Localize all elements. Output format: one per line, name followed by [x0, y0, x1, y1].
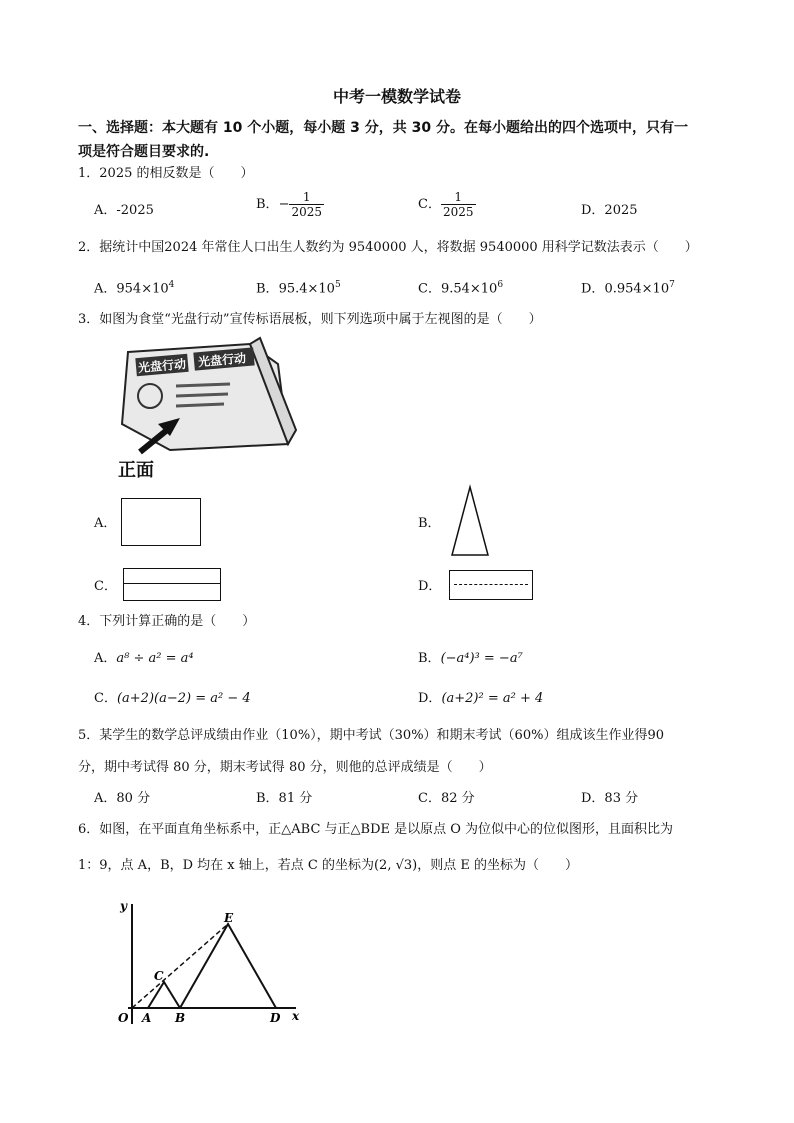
q1-option-c-fraction	[441, 190, 476, 219]
q5-option-c: C．82 分	[418, 791, 475, 806]
q3-option-d-rectangle	[449, 570, 533, 600]
question-2: 2．据统计中国2024 年常住人口出生人数约为 9540000 人，将数据 9540000 用科学记数法表示（ ）	[78, 240, 698, 255]
q1-option-b-label: B．	[256, 197, 279, 212]
q1-option-b-fraction	[289, 190, 324, 219]
q1-option-a: A．-2025	[94, 203, 154, 218]
q4-option-a	[94, 650, 194, 668]
q4-c-expression: (a+2)(a−2) = a² − 4	[116, 691, 251, 706]
section-heading	[78, 116, 758, 164]
q1-b-numerator: 1	[302, 190, 311, 204]
q4-a-expression: a⁸ ÷ a² = a⁴	[116, 651, 194, 666]
question-6-line2: 1：9，点 A，B，D 均在 x 轴上，若点 C 的坐标为(2, √3)，则点 E 的坐标为（ ）	[78, 858, 578, 873]
label-y: y	[120, 899, 127, 913]
coordinate-figure	[112, 892, 312, 1032]
q2-b-label: B．	[256, 281, 279, 297]
q1-c-denominator: 2025	[442, 205, 474, 219]
q2-d-base: 0.954×10	[604, 281, 670, 297]
q2-option-b	[256, 276, 341, 298]
q2-c-exponent: 6	[497, 280, 504, 290]
small-triangle-abc	[148, 982, 180, 1008]
label-e: E	[224, 911, 234, 925]
q5-option-a: A．80 分	[94, 791, 151, 806]
q3-option-c-solid-line	[124, 583, 220, 584]
question-4: 4．下列计算正确的是（ ）	[78, 614, 256, 629]
q2-option-c	[418, 276, 503, 298]
label-o: O	[118, 1011, 129, 1025]
question-5-line1: 5．某学生的数学总评成绩由作业（10%），期中考试（30%）和期末考试（60%）组成该生作业得90	[78, 728, 664, 743]
q2-d-exponent: 7	[669, 280, 675, 290]
q1-c-numerator: 1	[454, 190, 463, 204]
q4-b-expression: (−a⁴)³ = −a⁷	[440, 651, 523, 666]
q3-option-d-dashed-line	[454, 584, 528, 585]
section-heading-line2: 项是符合题目要求的.	[78, 144, 210, 160]
q2-d-label: D．	[581, 281, 605, 297]
q2-a-exponent: 4	[168, 280, 175, 290]
q3-option-c-rectangle	[123, 568, 221, 601]
question-6-line1: 6．如图，在平面直角坐标系中，正△ABC 与正△BDE 是以原点 O 为位似中心的位似图形，且面积比为	[78, 822, 674, 837]
page-title: 中考一模数学试卷	[332, 87, 461, 106]
q3-option-b-label: B．	[418, 516, 441, 531]
question-5-line2: 分，期中考试得 80 分，期末考试得 80 分，则他的总评成绩是（ ）	[78, 760, 492, 775]
q1-option-d: D．2025	[581, 203, 638, 218]
q1-option-c	[418, 190, 476, 219]
question-1: 1．2025 的相反数是（ ）	[78, 166, 254, 181]
q2-option-a	[94, 276, 174, 298]
display-board-photo	[110, 334, 300, 482]
q3-option-a-rectangle	[121, 498, 201, 546]
q2-option-d	[581, 276, 675, 298]
q4-option-b	[418, 650, 523, 668]
board-text-line	[176, 404, 224, 406]
q5-option-b: B．81 分	[256, 791, 313, 806]
similarity-dashed-line	[132, 924, 228, 1008]
q2-a-label: A．	[94, 281, 117, 297]
q4-option-c	[94, 690, 251, 708]
q5-option-d: D．83 分	[581, 791, 639, 806]
q2-b-exponent: 5	[334, 280, 341, 290]
label-x: x	[292, 1009, 300, 1023]
board-text-line	[176, 384, 230, 386]
front-label: 正面	[118, 460, 154, 481]
q1-option-b	[256, 190, 324, 219]
question-3: 3．如图为食堂“光盘行动”宣传标语展板，则下列选项中属于左视图的是（ ）	[78, 312, 542, 327]
q4-c-label: C．	[94, 691, 117, 706]
q4-a-label: A．	[94, 651, 117, 666]
q3-option-c-label: C．	[94, 579, 117, 594]
q2-c-base: 9.54×10	[440, 281, 498, 297]
q2-a-base: 954×10	[116, 281, 169, 297]
q3-option-b-triangle	[448, 484, 492, 558]
board-text-line	[176, 394, 228, 396]
q2-b-base: 95.4×10	[278, 281, 335, 297]
label-a: A	[142, 1011, 152, 1025]
q4-d-label: D．	[418, 691, 442, 706]
large-triangle-bde	[180, 924, 276, 1008]
board-banner-text-right: 光盘行动	[197, 351, 247, 370]
label-b: B	[175, 1011, 186, 1025]
board-banner-text-left: 光盘行动	[137, 356, 187, 376]
q4-d-expression: (a+2)² = a² + 4	[441, 691, 544, 706]
q4-b-label: B．	[418, 651, 441, 666]
q3-option-d-label: D．	[418, 579, 442, 594]
label-c: C	[154, 969, 164, 983]
q1-option-c-label: C．	[418, 197, 441, 212]
q1-b-denominator: 2025	[291, 205, 323, 219]
q3-option-a-label: A．	[94, 516, 117, 531]
section-heading-line1: 一、选择题：本大题有 10 个小题，每小题 3 分，共 30 分。在每小题给出的四个选项中，只有一	[78, 120, 688, 136]
label-d: D	[270, 1011, 281, 1025]
q1-option-b-sign: −	[278, 197, 290, 212]
q4-option-d	[418, 690, 543, 708]
q2-c-label: C．	[418, 281, 441, 297]
